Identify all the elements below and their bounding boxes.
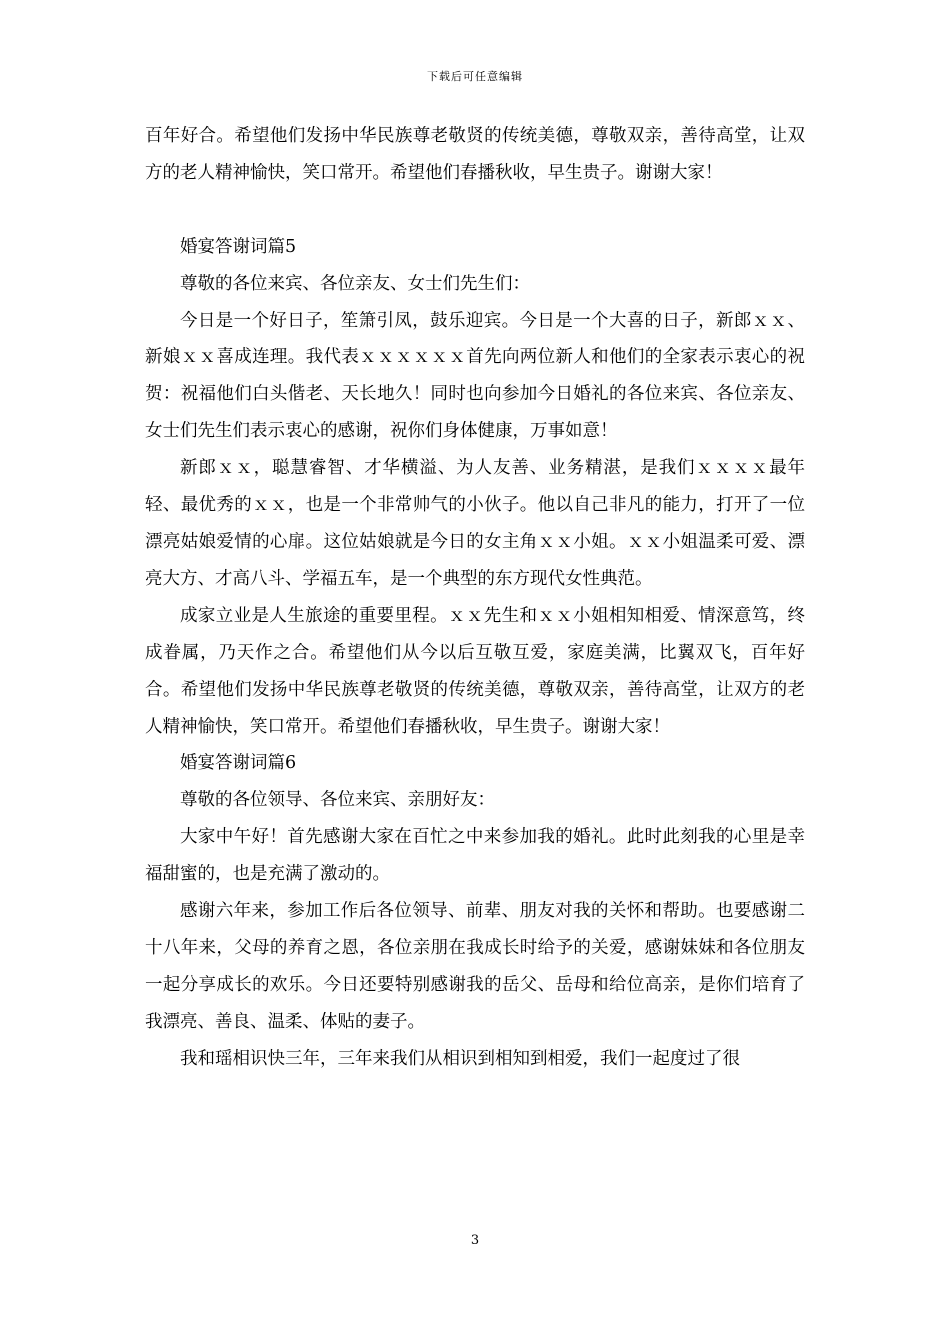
section-heading: 婚宴答谢词篇5 <box>180 236 297 257</box>
paragraph: 大家中午好！首先感谢大家在百忙之中来参加我的婚礼。此时此刻我的心里是幸福甜蜜的，也是充满了激动的。 <box>145 827 805 885</box>
salutation: 尊敬的各位来宾、各位亲友、女士们先生们： <box>180 273 530 294</box>
paragraph: 新郎ｘｘ，聪慧睿智、才华横溢、为人友善、业务精湛，是我们ｘｘｘｘ最年轻、最优秀的ｘｘ，也是一个非常帅气的小伙子。他以自己非凡的能力，打开了一位漂亮姑娘爱情的心扉。这位姑娘就是今日的女主角ｘｘ小姐。ｘｘ小姐温柔可爱、漂亮大方、才高八斗、学福五车，是一个典型的东方现代女性典范。 <box>145 458 805 589</box>
page-header: 下载后可任意编辑 <box>427 70 523 83</box>
paragraph: 成家立业是人生旅途的重要里程。ｘｘ先生和ｘｘ小姐相知相爱、情深意笃，终成眷属，乃天作之合。希望他们从今以后互敬互爱，家庭美满，比翼双飞，百年好合。希望他们发扬中华民族尊老敬贤的传统美德，尊敬双亲，善待高堂，让双方的老人精神愉快，笑口常开。希望他们春播秋收，早生贵子。谢谢大家！ <box>145 605 805 737</box>
section-heading: 婚宴答谢词篇6 <box>180 753 297 774</box>
page-number: 3 <box>470 1233 480 1248</box>
paragraph: 感谢六年来，参加工作后各位领导、前辈、朋友对我的关怀和帮助。也要感谢二十八年来，父母的养育之恩，各位亲朋在我成长时给予的关爱，感谢妹妹和各位朋友一起分享成长的欢乐。今日还要特别感谢我的岳父、岳母和给位高亲，是你们培育了我漂亮、善良、温柔、体贴的妻子。 <box>145 901 805 1032</box>
salutation: 尊敬的各位领导、各位来宾、亲朋好友： <box>180 790 495 811</box>
blank-line <box>145 192 805 229</box>
document-body <box>145 118 805 1078</box>
paragraph: 我和瑶相识快三年，三年来我们从相识到相知到相爱，我们一起度过了很 <box>180 1048 740 1069</box>
paragraph: 今日是一个好日子，笙箫引凤，鼓乐迎宾。今日是一个大喜的日子，新郎ｘｘ、新娘ｘｘ喜成连理。我代表ｘｘｘｘｘｘ首先向两位新人和他们的全家表示衷心的祝贺：祝福他们白头偕老、天长地久！同时也向参加今日婚礼的各位来宾、各位亲友、女士们先生们表示衷心的感谢，祝你们身体健康，万事如意！ <box>145 310 805 442</box>
paragraph: 百年好合。希望他们发扬中华民族尊老敬贤的传统美德，尊敬双亲，善待高堂，让双方的老人精神愉快，笑口常开。希望他们春播秋收，早生贵子。谢谢大家！ <box>145 126 805 183</box>
